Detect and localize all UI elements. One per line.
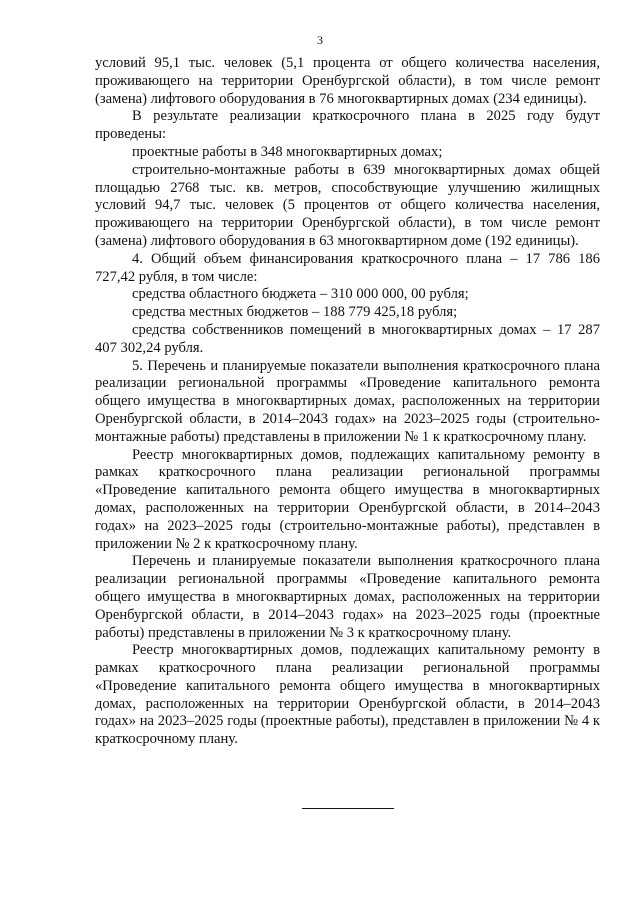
paragraph-item-5: 5. Перечень и планируемые показатели выполнения краткосрочного плана реализации региональной программы «Проведение капитального ремонта общего имущества в многоквартирных домах, расположенных на территории Оренбургской области, в 2014–2043 годах» на 2023–2025 годы (строительно-монтажные работы) представлены в приложении № 1 к краткосрочному плану. bbox=[95, 357, 600, 445]
end-separator-line bbox=[302, 808, 394, 809]
paragraph-list-annex-3: Перечень и планируемые показатели выполнения краткосрочного плана реализации региональной программы «Проведение капитального ремонта общего имущества в многоквартирных домах, расположенных на территории Оренбургской области, в 2014–2043 годах» на 2023–2025 годы (проектные работы) представлены в приложении № 3 к краткосрочному плану. bbox=[95, 553, 600, 641]
paragraph-owners-funds: средства собственников помещений в многоквартирных домах – 17 287 407 302,24 рубля. bbox=[95, 321, 600, 356]
paragraph-registry-annex-2: Реестр многоквартирных домов, подлежащих капитальному ремонту в рамках краткосрочного плана реализации региональной программы «Проведение капитального ремонта общего имущества в многоквартирных домах, расположенных на территории Оренбургской области, в 2014–2043 годах» на 2023–2025 годы (строительно-монтажные работы), представлен в приложении № 2 к краткосрочному плану. bbox=[95, 446, 600, 552]
paragraph-continuation: условий 95,1 тыс. человек (5,1 процента от общего количества населения, проживающего на территории Оренбургской области), в том числе ремонт (замена) лифтового оборудования в 76 многоквартирных домах (234 единицы). bbox=[95, 55, 600, 107]
paragraph-design-works: проектные работы в 348 многоквартирных домах; bbox=[132, 143, 443, 160]
page-number: 3 bbox=[317, 33, 323, 47]
paragraph-results-2025: В результате реализации краткосрочного плана в 2025 году будут проведены: bbox=[95, 108, 600, 143]
paragraph-registry-annex-4: Реестр многоквартирных домов, подлежащих капитальному ремонту в рамках краткосрочного плана реализации региональной программы «Проведение капитального ремонта общего имущества в многоквартирных домах, расположенных на территории Оренбургской области, в 2014–2043 годах» на 2023–2025 годы (проектные работы), представлен в приложении № 4 к краткосрочному плану. bbox=[95, 642, 600, 748]
paragraph-local-budgets: средства местных бюджетов – 188 779 425,18 рубля; bbox=[132, 304, 458, 321]
paragraph-regional-budget: средства областного бюджета – 310 000 000, 00 рубля; bbox=[132, 286, 469, 303]
paragraph-financing-total: 4. Общий объем финансирования краткосрочного плана – 17 786 186 727,42 рубля, в том числе: bbox=[95, 250, 600, 285]
paragraph-construction-works: строительно-монтажные работы в 639 многоквартирных домах общей площадью 2768 тыс. кв. метров, способствующие улучшению жилищных условий 94,7 тыс. человек (5 процентов от общего количества населения, проживающего на территории Оренбургской области), в том числе ремонт (замена) лифтового оборудования в 63 многоквартирном доме (192 единицы). bbox=[95, 161, 600, 249]
document-body bbox=[95, 55, 600, 749]
